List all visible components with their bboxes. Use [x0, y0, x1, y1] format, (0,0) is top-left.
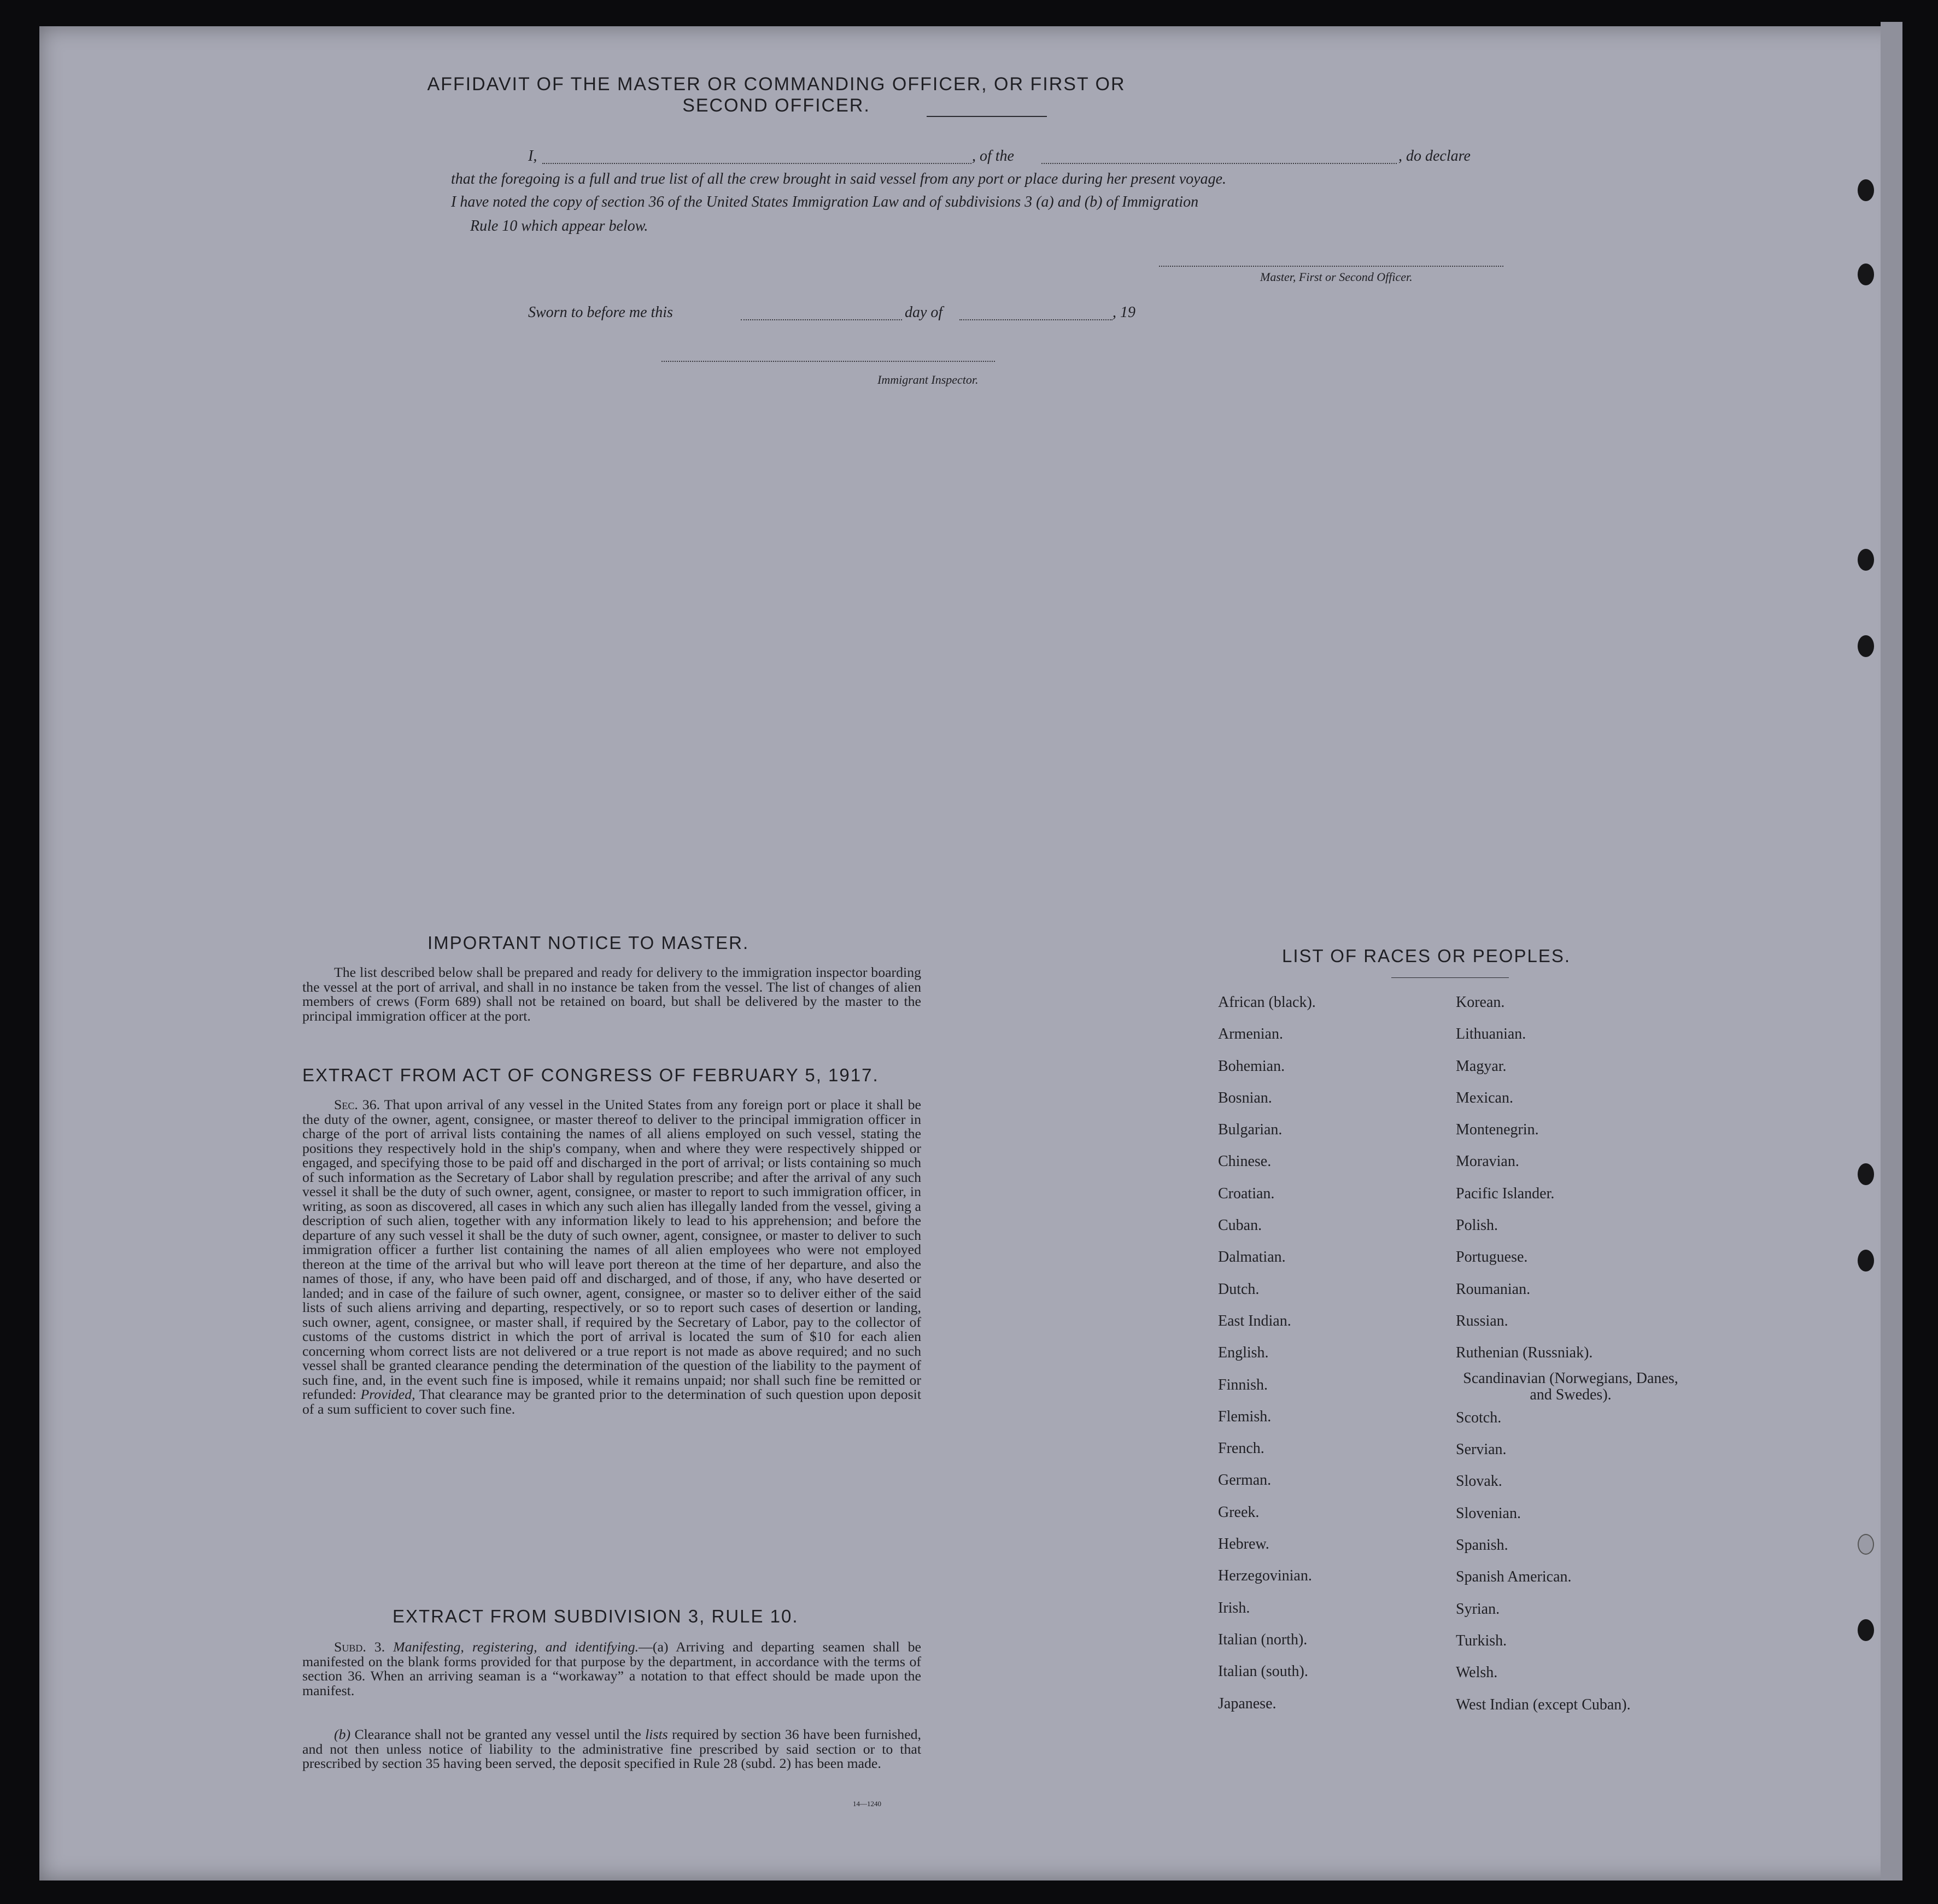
binder-hole [1858, 263, 1874, 285]
binder-hole [1858, 1534, 1874, 1555]
rule-subd-heading: Manifesting, registering, and identifying. [393, 1639, 639, 1655]
sworn-label: Sworn to before me this [528, 304, 673, 321]
race-item: Montenegrin. [1456, 1121, 1539, 1139]
race-item: Bohemian. [1218, 1057, 1285, 1075]
affidavit-line-4: Rule 10 which appear below. [470, 218, 648, 235]
race-item: Portuguese. [1456, 1249, 1528, 1266]
race-item: Moravian. [1456, 1153, 1519, 1170]
race-item: Slovenian. [1456, 1504, 1521, 1522]
master-signature-label: Master, First or Second Officer. [1260, 270, 1413, 284]
race-item: Spanish American. [1456, 1568, 1572, 1586]
binder-hole [1858, 1163, 1874, 1185]
affidavit-of-the-label: , of the [972, 148, 1014, 165]
race-item: East Indian. [1218, 1312, 1291, 1329]
race-item: Mexican. [1456, 1089, 1513, 1106]
race-item: Dalmatian. [1218, 1249, 1286, 1266]
sworn-month-field[interactable] [959, 319, 1113, 320]
race-item: Slovak. [1456, 1473, 1502, 1490]
year-label: , 19 [1113, 304, 1135, 321]
notice-body: The list described below shall be prepared and ready for delivery to the immigration inspector boarding the vessel at the port of arrival, and shall in no instance be taken from the vessel. The list of changes of alien members of crews (Form 689) shall not be retained on board, but shall be delivered by the master to the principal immigration officer at the port. [302, 964, 921, 1024]
race-item: Greek. [1218, 1503, 1260, 1521]
race-item: Spanish. [1456, 1537, 1508, 1554]
race-item: West Indian (except Cuban). [1456, 1696, 1631, 1713]
race-item: African (black). [1218, 994, 1316, 1011]
race-item: Flemish. [1218, 1408, 1272, 1425]
inspector-signature-field[interactable] [661, 361, 995, 362]
master-name-field[interactable] [542, 163, 971, 164]
race-item: Ruthenian (Russniak). [1456, 1344, 1593, 1362]
inspector-label: Immigrant Inspector. [877, 373, 979, 386]
rule-b-lists: lists [645, 1726, 668, 1742]
binder-hole [1858, 635, 1874, 657]
race-item: Lithuanian. [1456, 1026, 1526, 1043]
race-item: Italian (north). [1218, 1631, 1308, 1648]
race-item: Bosnian. [1218, 1089, 1272, 1106]
form-code: 14—1240 [853, 1800, 881, 1808]
race-item: Russian. [1456, 1312, 1508, 1329]
binder-hole [1858, 179, 1874, 201]
race-item: Polish. [1456, 1217, 1498, 1234]
race-item: German. [1218, 1472, 1272, 1489]
affidavit-title: AFFIDAVIT OF THE MASTER OR COMMANDING OFFICER, OR FIRST OR SECOND OFFICER. [427, 74, 1126, 116]
rule-subd-label: Subd. 3. [334, 1639, 385, 1655]
title-rule [927, 116, 1047, 117]
act-body-end: That clearance may be granted prior to the determination of such question upon deposit of a sum sufficient to cover such fine. [302, 1386, 921, 1417]
notice-title: IMPORTANT NOTICE TO MASTER. [428, 933, 750, 953]
race-item: Italian (south). [1218, 1663, 1308, 1680]
rule-text-a [302, 1640, 921, 1698]
act-title: EXTRACT FROM ACT OF CONGRESS OF FEBRUARY 5, 1917. [302, 1065, 879, 1085]
sworn-day-field[interactable] [741, 319, 902, 320]
binder-hole [1858, 1619, 1874, 1641]
race-item: French. [1218, 1440, 1264, 1457]
act-section-label: Sec. 36. [334, 1097, 380, 1112]
affidavit-line-2: that the foregoing is a full and true list of all the crew brought in said vessel from any port or place during her present voyage. [451, 171, 1227, 188]
affidavit-declare-label: , do declare [1398, 148, 1471, 165]
race-item: Armenian. [1218, 1026, 1283, 1043]
rule-text-b [302, 1727, 921, 1771]
race-item: Scandinavian (Norwegians, Danes, and Swedes). [1463, 1369, 1678, 1403]
races-title: LIST OF RACES OR PEOPLES. [1282, 946, 1571, 966]
race-item: Servian. [1456, 1441, 1507, 1458]
day-of-label: day of [905, 304, 943, 321]
race-item: Syrian. [1456, 1600, 1500, 1618]
rule-b-label: (b) [334, 1726, 351, 1742]
race-item: Chinese. [1218, 1153, 1272, 1170]
affidavit-line-3: I have noted the copy of section 36 of the United States Immigration Law and of subdivisions 3 (a) and (b) of Immigration [451, 194, 1199, 210]
race-item: Pacific Islander. [1456, 1185, 1555, 1202]
race-item: Korean. [1456, 994, 1505, 1011]
race-item: Roumanian. [1456, 1280, 1531, 1298]
notice-text [302, 965, 921, 1023]
race-item: Croatian. [1218, 1185, 1275, 1202]
affidavit-i-label: I, [528, 148, 537, 165]
rule-a-body: —(a) Arriving and departing seamen shall be manifested on the blank forms provided for that purpose by the department, in accordance with the terms of section 36. When an arriving seaman is a “workaway” a notation to that effect should be made upon the manifest. [302, 1639, 922, 1698]
race-item: Turkish. [1456, 1632, 1507, 1649]
rule-title: EXTRACT FROM SUBDIVISION 3, RULE 10. [393, 1606, 799, 1626]
race-item: Dutch. [1218, 1280, 1260, 1298]
race-item: Irish. [1218, 1599, 1250, 1616]
race-item: Scotch. [1456, 1409, 1502, 1426]
races-column-2 [1456, 987, 1707, 1721]
race-item: Hebrew. [1218, 1536, 1269, 1553]
races-title-rule [1391, 977, 1509, 978]
act-body: That upon arrival of any vessel in the United States from any foreign port or place it shall be the duty of the owner, agent, consignee, or master thereof to deliver to the principal immigration officer in charge of the port of arrival lists containing the names of all aliens employed on such vessel, stating the positions they respectively hold in the ship's company, when and where they were respectively shipped or engaged, and specifying those to be paid off and discharged in the port of arrival; or lists containing so much of such information as the Secretary of Labor shall by regulation prescribe; and after the arrival of any such vessel it shall be the duty of such owner, agent, consignee, or master to report to such immigration officer, in writing, as soon as discovered, all cases in which any such alien has illegally landed from the vessel, giving a description of such alien, together with any information likely to lead to his apprehension; and before the departure of any such vessel it shall be the duty of such owner, agent, consignee, or master to deliver to such immigration officer a further list containing the names of all alien employees who were not employed thereon at the time of the arrival but who will leave port thereon at the time of her departure, and also the names of those, if any, who have been paid off and discharged, and of those, if any, who have deserted or landed; and in case of the failure of such owner, agent, consignee, or master so to deliver either of the said lists of such aliens arriving and departing, respectively, or so to report such cases of desertion or landing, such owner, agent, consignee, or master shall, if required by the Secretary of Labor, pay to the collector of customs of the customs district in which the port of arrival is located the sum of $10 for each alien concerning whom correct lists are not delivered or a true report is not made as above required; and no such vessel shall be granted clearance pending the determination of the question of the liability to the payment of such fine, and, in the event such fine is imposed, while it remains unpaid; nor shall such fine be remitted or refunded: [302, 1097, 921, 1402]
race-item: English. [1218, 1344, 1269, 1362]
binder-hole [1858, 549, 1874, 571]
race-item: Bulgarian. [1218, 1121, 1283, 1139]
rule-b-body-2: required by section 36 have been furnished, and not then unless notice of liability to the administrative fine prescribed by said section or to that prescribed by section 35 having been served, the deposit specified in Rule 28 (subd. 2) has been made. [302, 1726, 921, 1771]
rule-b-body-1: Clearance shall not be granted any vessel until the [354, 1726, 641, 1742]
races-column-1 [1218, 987, 1316, 1720]
race-item: Herzegovinian. [1218, 1567, 1312, 1585]
race-item: Finnish. [1218, 1376, 1268, 1393]
race-item: Magyar. [1456, 1057, 1507, 1075]
act-text [302, 1098, 921, 1416]
master-signature-field[interactable] [1159, 266, 1503, 267]
race-item: Welsh. [1456, 1664, 1498, 1682]
vessel-name-field[interactable] [1041, 163, 1397, 164]
page-edge [1881, 22, 1902, 1880]
race-item: Cuban. [1218, 1217, 1262, 1234]
binder-hole [1858, 1250, 1874, 1272]
race-item: Japanese. [1218, 1695, 1277, 1712]
act-provided: Provided, [360, 1386, 415, 1402]
